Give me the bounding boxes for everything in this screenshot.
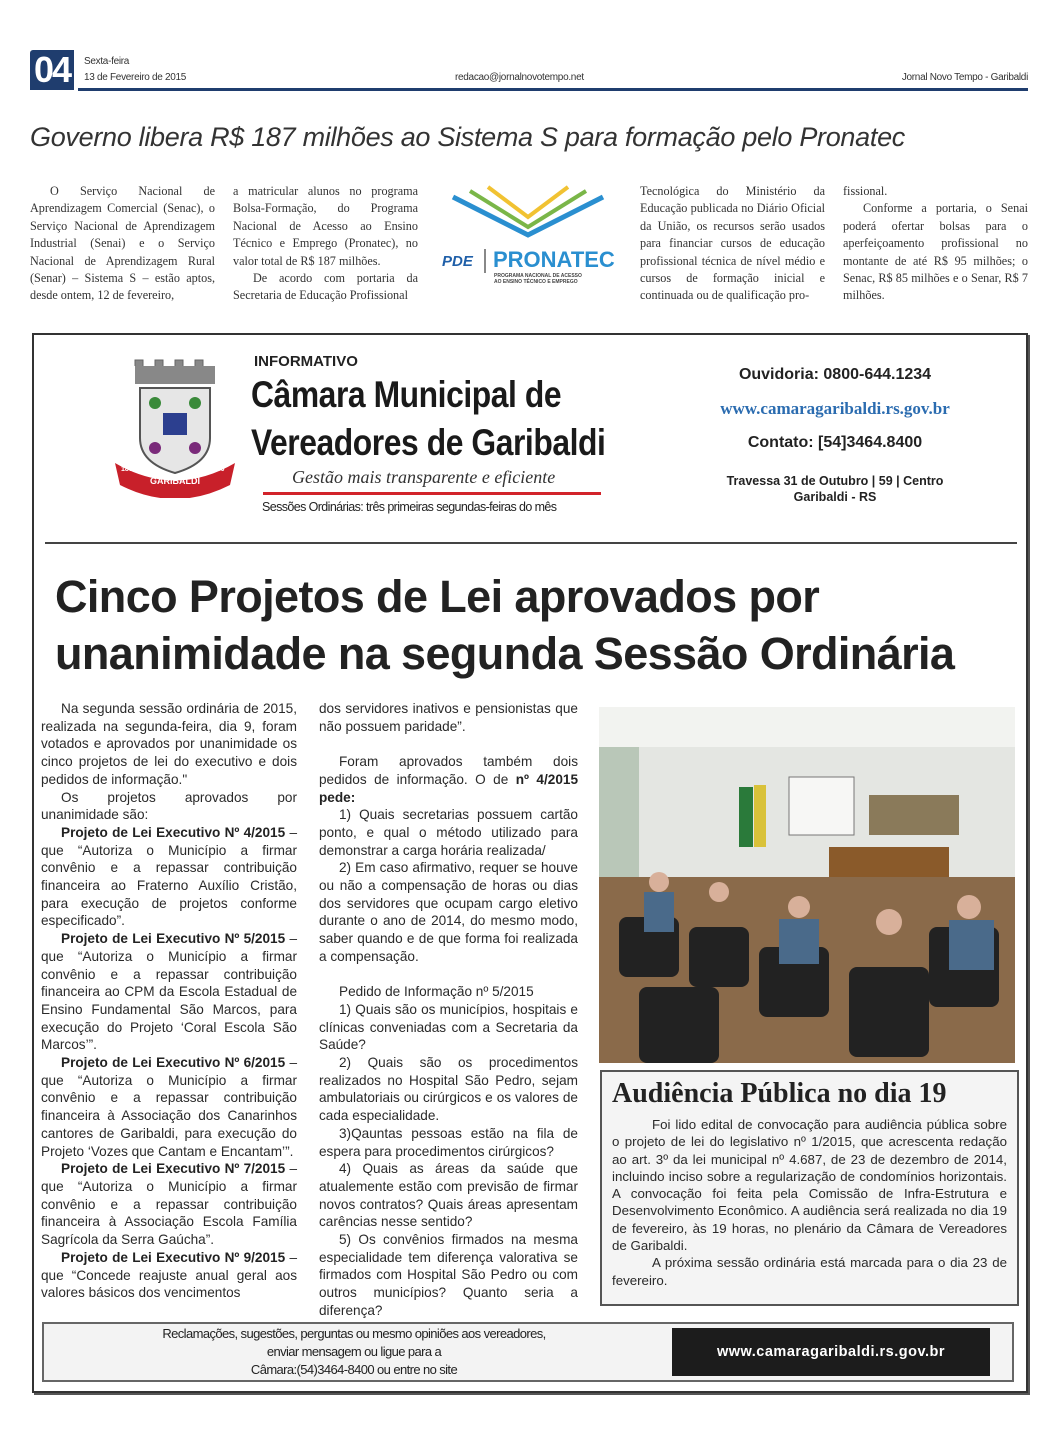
issue-date: 13 de Fevereiro de 2015 <box>84 72 187 83</box>
address-line2: Garibaldi - RS <box>793 490 877 504</box>
sessions-info: Sessões Ordinárias: três primeiras segundas-feiras do mês <box>262 500 557 514</box>
pedido-item: 1) Quais secretarias possuem cartão ponto, e qual o método utilizado para demonstrar a carga horária realizada/ <box>319 807 578 858</box>
masthead-title-line2: Vereadores de Garibaldi <box>251 422 606 463</box>
top-article-col1 <box>30 183 215 305</box>
pedido-item: 2) Quais são os procedimentos realizados no Hospital São Pedro, sejam ambulatoriais ou cirúrgicos e os valores de cada especialidade. <box>319 1055 578 1124</box>
contact-phone: Contato: [54]3464.8400 <box>747 434 923 451</box>
project-title: Projeto de Lei Executivo Nº 5/2015 <box>61 931 286 947</box>
garibaldi-crest <box>105 358 245 498</box>
project-title: Projeto de Lei Executivo Nº 6/2015 <box>61 1055 286 1071</box>
top-article-col4 <box>843 183 1028 305</box>
masthead-kicker: INFORMATIVO <box>254 353 358 370</box>
contact-text <box>44 1325 664 1379</box>
paragraph: Na segunda sessão ordinária de 2015, realizada na segunda-feira, dia 9, foram votados e aprovados por unanimidade os cinco projetos de lei do executivo e dois pedidos de informação." <box>41 701 297 787</box>
headline-line1: Cinco Projetos de Lei aprovados por <box>55 571 820 622</box>
top-article-title: Governo libera R$ 187 milhões ao Sistema S para formação pelo Pronatec <box>30 122 905 152</box>
contact-email: redacao@jornalnovotempo.net <box>455 72 584 83</box>
contact-line3: Câmara:(54)3464-8400 ou entre no site <box>250 1362 458 1377</box>
project-text: – que “Autoriza o Município a firmar convênio e a repassar contribuição financeira à Associação Escola Família Sagrícola da Serra Gaúcha”. <box>41 1161 298 1248</box>
pedidos-intro-text: Foram aprovados também dois pedidos de informação. O de <box>319 754 578 787</box>
ouvidoria-phone: Ouvidoria: 0800-644.1234 <box>738 366 932 383</box>
project-title: Projeto de Lei Executivo Nº 4/2015 <box>61 824 286 840</box>
paragraph: a matricular alunos no programa Bolsa-Formação, do Programa Nacional de Acesso ao Ensino Técnico e Emprego (Pronatec), no valor total de R$ 187 milhões. <box>233 184 418 268</box>
project-text: – que “Autoriza o Município a firmar convênio e a repassar contribuição financeira ao CPM da Escola Estadual de Ensino Fundamental São Marcos, para execução do Projeto ‘Coral Escola São Marcos’”. <box>41 931 298 1053</box>
address-line1: Travessa 31 de Outubro | 59 | Centro <box>726 474 944 488</box>
pedido-item: 1) Quais são os municípios, hospitais e clínicas conveniadas com a Secretaria da Saúde? <box>319 1001 578 1053</box>
paragraph: De acordo com portaria da Secretaria de Educação Profissional <box>233 271 418 303</box>
pronatec-sub2: AO ENSINO TÉCNICO E EMPREGO <box>494 279 578 285</box>
paragraph: dos servidores inativos e pensionistas que não possuem paridade”. <box>319 701 578 734</box>
crest-year-left: 1870 <box>121 466 137 473</box>
open-book-icon <box>438 185 618 245</box>
crest-year-right: 1900 <box>209 466 225 473</box>
article-column-1 <box>41 700 297 1302</box>
weekday: Sexta-feira <box>84 56 130 67</box>
top-article-col3 <box>640 183 825 305</box>
masthead-title-line1: Câmara Municipal de <box>251 374 562 415</box>
paragraph: Conforme a portaria, o Senai poderá ofertar bolsas para o aperfeiçoamento profissional no montante de até R$ 95 milhões; o Senac, R$ 85 milhões e o Senar, R$ 7 milhões. <box>843 201 1028 303</box>
pronatec-sub1: PROGRAMA NACIONAL DE ACESSO <box>494 273 582 279</box>
article-column-2 <box>319 700 578 1320</box>
paragraph: fissional. <box>843 184 888 198</box>
logo-divider <box>484 249 486 273</box>
pedido-item: 3)Qauntas pessoas estão na fila de espera para procedimentos cirúrgicos? <box>319 1125 578 1159</box>
paragraph: Tecnológica do Ministério da Educação publicada no Diário Oficial da União, os recursos serão usados para financiar cursos de educação profissional técnica de nível médio e cursos de formação inicial e continuada ou de qualificação pro- <box>640 184 825 303</box>
audiencia-title: Audiência Pública no dia 19 <box>612 1078 947 1109</box>
masthead-divider <box>45 542 1017 544</box>
slogan-rule <box>263 492 601 495</box>
pedido-title: Pedido de Informação nº 5/2015 <box>339 984 534 1000</box>
pronatec-label: PRONATEC <box>493 247 615 272</box>
project-text: – que “Concede reajuste anual geral aos valores básicos dos vencimentos <box>41 1249 298 1301</box>
project-text: – que “Autoriza o Município a firmar convênio e a repassar contribuição financeira à Associação dos Canarinhos cantores de Garibaldi, para execução do Projeto ‘Vozes que Cantam e Encantam’”. <box>41 1055 298 1159</box>
project-item <box>41 930 297 1054</box>
pronatec-logo <box>438 185 618 290</box>
pedido-item: 4) Quais as áreas da saúde que atualemente estão com previsão de firmar novos contratos? Quais áreas apresentam carências nesse sentido? <box>319 1161 578 1230</box>
newspaper-name: Jornal Novo Tempo - Garibaldi <box>901 72 1028 83</box>
contact-line1: Reclamações, sugestões, perguntas ou mesmo opiniões aos vereadores, <box>162 1326 546 1341</box>
paragraph: A próxima sessão ordinária está marcada para o dia 23 de fevereiro. <box>612 1255 1007 1288</box>
pedidos-intro-bold: nº 4/2015 pede: <box>319 771 578 805</box>
main-headline <box>55 568 954 682</box>
project-item <box>41 1160 297 1249</box>
footer-website-link[interactable]: www.camaragaribaldi.rs.gov.br <box>672 1328 990 1376</box>
paragraph: O Serviço Nacional de Aprendizagem Comercial (Senac), o Serviço Nacional de Aprendizagem Industrial (Senai) e o Serviço Nacional de Aprendizagem Rural (Senar) – Sistema S – estão aptos, desde ontem, 12 de fevereiro, <box>30 184 215 303</box>
pedido-item: 2) Em caso afirmativo, requer se houve ou não a compensação de horas ou dias dos servidores que ocupam cargo eletivo durante o ano de 2014, do mesmo modo, saber quando e de que forma foi realizada a compensação. <box>319 860 578 964</box>
website-link[interactable]: www.camaragaribaldi.rs.gov.br <box>720 399 950 418</box>
masthead-slogan: Gestão mais transparente e eficiente <box>292 467 556 487</box>
contact-line2: enviar mensagem ou ligue para a <box>266 1344 442 1359</box>
top-article-col2 <box>233 183 418 305</box>
page-number: 04 <box>30 50 74 90</box>
header-rule <box>78 88 1028 91</box>
project-title: Projeto de Lei Executivo Nº 7/2015 <box>61 1161 286 1177</box>
pedido-item: 5) Os convênios firmados na mesma especialidade tem diferença valorativa se firmados com Hospital São Pedro ou com outros municípios? Quanto seria a diferença? <box>319 1232 578 1318</box>
contact-banner <box>42 1322 1014 1382</box>
audiencia-publica-box <box>600 1070 1019 1306</box>
session-photo <box>599 707 1015 1063</box>
project-item <box>41 1054 297 1160</box>
paragraph: Os projetos aprovados por unanimidade são: <box>41 789 297 823</box>
council-chamber-photo <box>599 707 1015 1063</box>
project-item <box>41 1249 297 1302</box>
pedidos-intro <box>319 753 578 806</box>
project-item <box>41 824 297 930</box>
pde-label: PDE <box>442 253 473 270</box>
crest-ribbon-text: GARIBALDI <box>150 476 200 486</box>
paragraph: Foi lido edital de convocação para audiência pública sobre o projeto de lei do legislativo nº 1/2015, que acrescenta redação ao art. 3º da lei municipal nº 4.687, de 23 de dezembro de 2014, incluindo inciso sobre a regularização de condomínios horizontais. A convocação foi feita pela Comissão de Infra-Estrutura e Desenvolvimento Econômico. A audiência será realizada no dia 19 de fevereiro, às 19 horas, no plenário da Câmara de Vereadores de Garibaldi. <box>612 1117 1007 1254</box>
project-text: – que “Autoriza o Município a firmar convênio e a repassar contribuição financeira ao Fraterno Auxílio Cristão, para execução de projetos conforme especificado”. <box>41 824 298 929</box>
project-title: Projeto de Lei Executivo Nº 9/2015 <box>61 1249 286 1265</box>
headline-line2: unanimidade na segunda Sessão Ordinária <box>55 628 955 679</box>
